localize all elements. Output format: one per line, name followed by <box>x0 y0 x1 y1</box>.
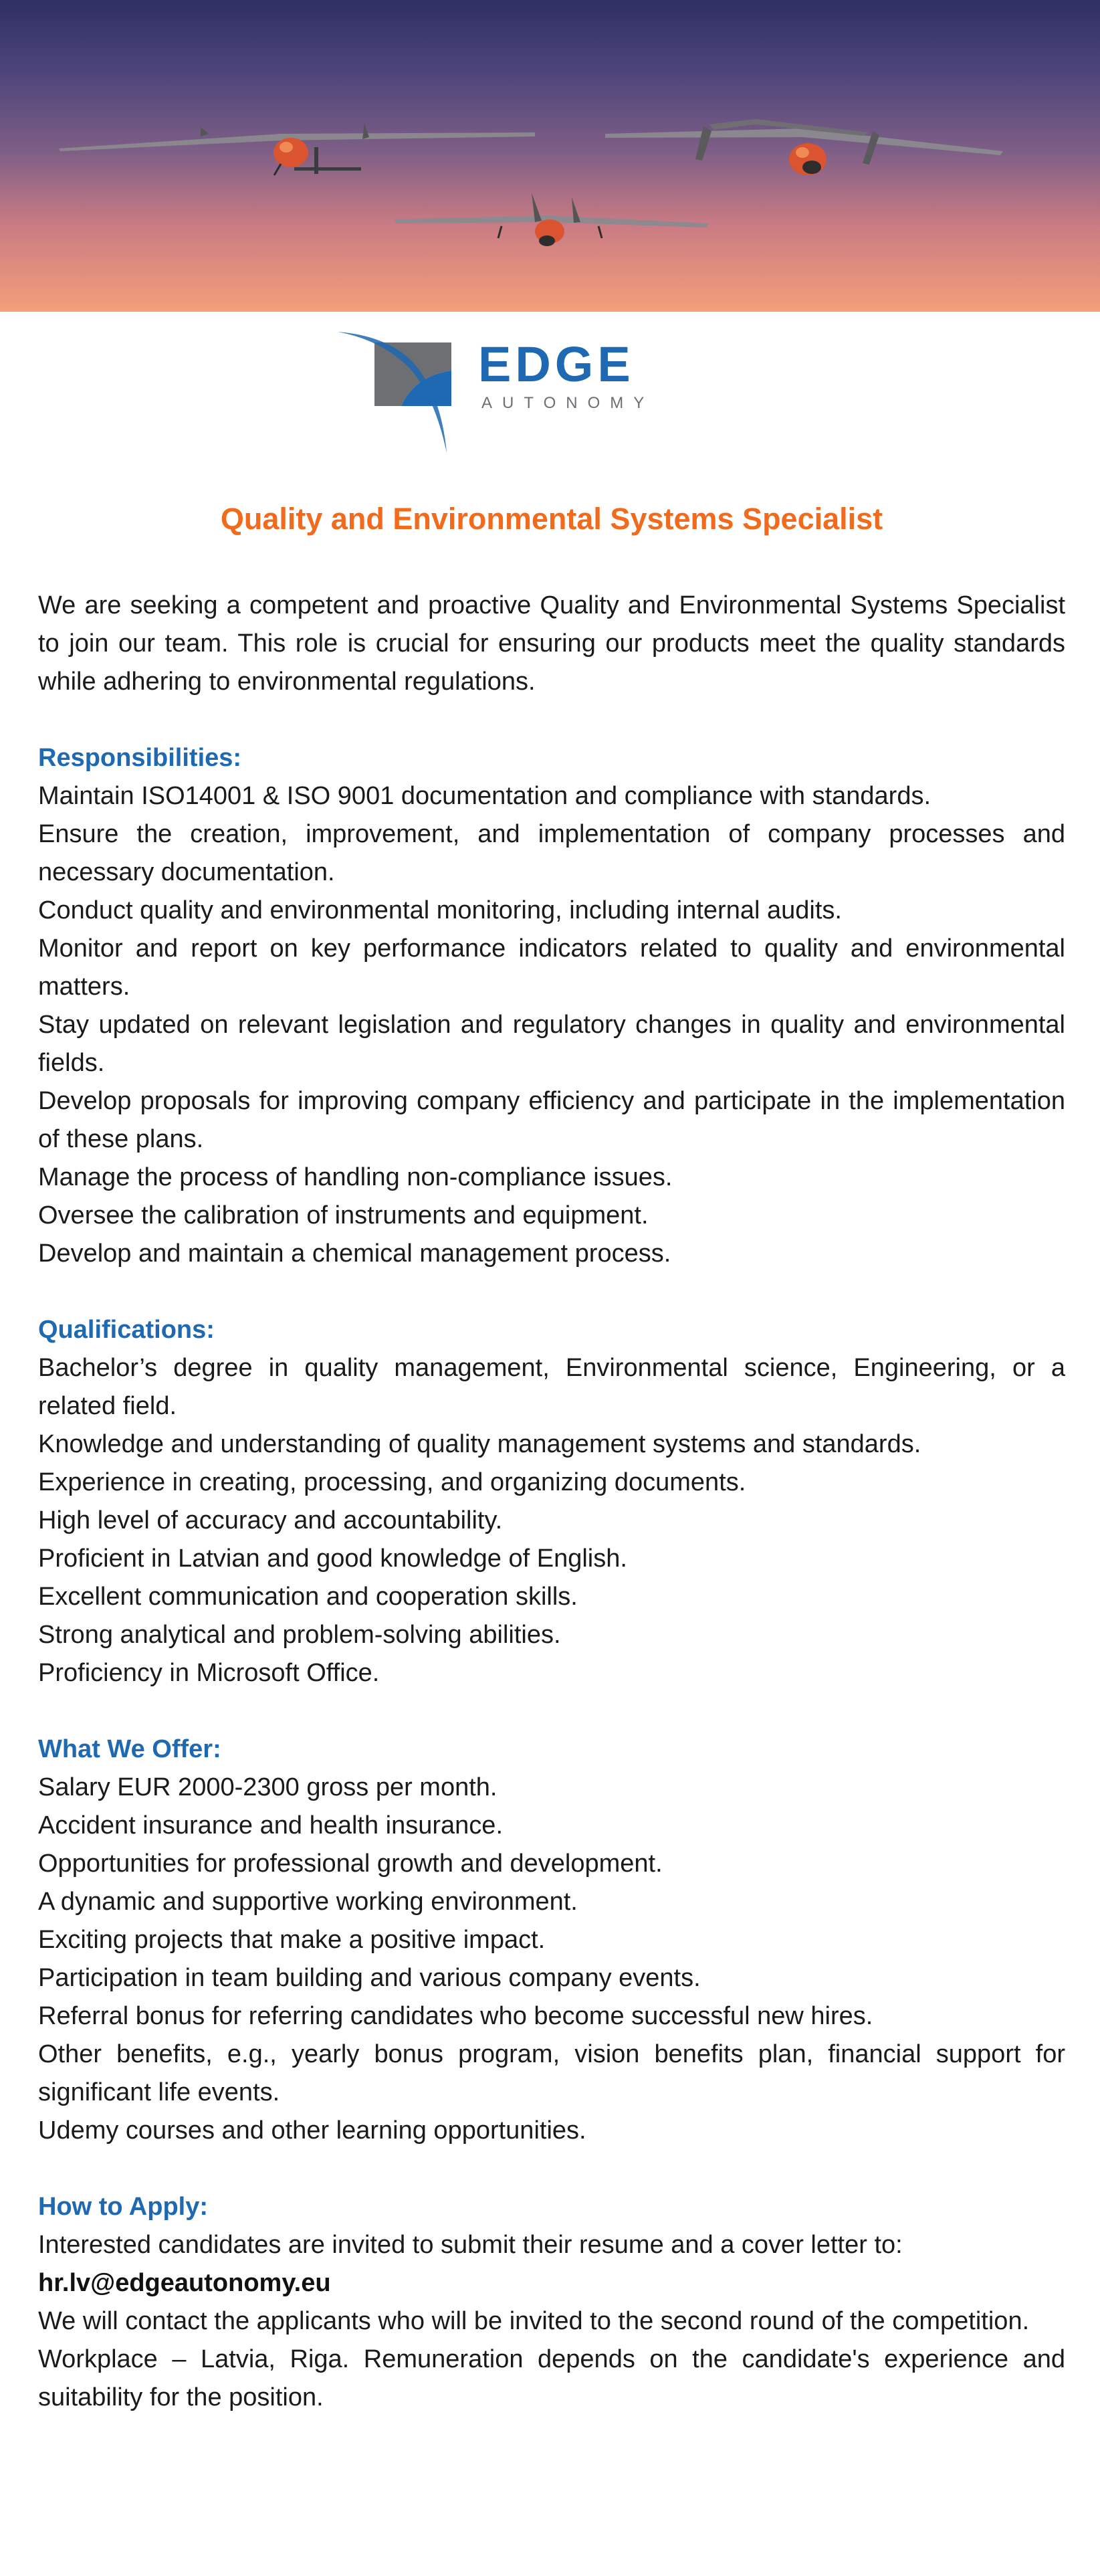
responsibility-item: Maintain ISO14001 & ISO 9001 documentation and compliance with standards. <box>38 782 931 810</box>
qualification-item: Proficient in Latvian and good knowledge of English. <box>38 1545 627 1573</box>
logo-wordmark-autonomy: AUTONOMY <box>481 394 655 412</box>
drones-illustration <box>0 0 1100 312</box>
apply-heading: How to Apply: <box>38 2193 208 2221</box>
responsibility-item: Ensure the creation, improvement, and implementation of company processes and necessary documentation. <box>38 820 1065 886</box>
drone-right <box>605 119 1003 175</box>
responsibility-item: Stay updated on relevant legislation and regulatory changes in quality and environmental fields. <box>38 1011 1065 1077</box>
job-title: Quality and Environmental Systems Specialist <box>220 502 883 536</box>
responsibility-item: Monitor and report on key performance indicators related to quality and environmental matters. <box>38 934 1065 1001</box>
responsibility-item: Develop and maintain a chemical management process. <box>38 1240 671 1268</box>
qualification-item: Excellent communication and cooperation skills. <box>38 1583 578 1611</box>
offer-item: Opportunities for professional growth and development. <box>38 1850 663 1878</box>
responsibility-item: Conduct quality and environmental monitoring, including internal audits. <box>38 896 842 924</box>
responsibility-item: Develop proposals for improving company efficiency and participate in the implementation of these plans. <box>38 1087 1065 1153</box>
contact-note: We will contact the applicants who will be invited to the second round of the competition. <box>38 2307 1030 2335</box>
qualification-item: Knowledge and understanding of quality management systems and standards. <box>38 1430 921 1458</box>
responsibility-item: Manage the process of handling non-compliance issues. <box>38 1163 673 1191</box>
qualification-item: Bachelor’s degree in quality management, Environmental science, Engineering, or a related field. <box>38 1354 1065 1420</box>
offer-item: Referral bonus for referring candidates who become successful new hires. <box>38 2002 873 2030</box>
responsibilities-section <box>38 739 1065 1273</box>
apply-instruction: Interested candidates are invited to submit their resume and a cover letter to: <box>38 2231 903 2259</box>
qualification-item: Strong analytical and problem-solving abilities. <box>38 1621 561 1649</box>
apply-section <box>38 2188 1065 2417</box>
responsibility-item: Oversee the calibration of instruments and equipment. <box>38 1201 649 1229</box>
drone-left <box>59 123 535 175</box>
logo-wordmark-edge: EDGE <box>478 336 635 392</box>
offer-item: Exciting projects that make a positive impact. <box>38 1926 546 1954</box>
offer-item: A dynamic and supportive working environment. <box>38 1888 578 1916</box>
contact-email-link[interactable]: hr.lv@edgeautonomy.eu <box>38 2269 331 2297</box>
offer-section <box>38 1730 1065 2150</box>
qualifications-section <box>38 1311 1065 1692</box>
qualification-item: Proficiency in Microsoft Office. <box>38 1659 380 1687</box>
offer-item: Other benefits, e.g., yearly bonus program, vision benefits plan, financial support for significant life events. <box>38 2040 1065 2106</box>
responsibilities-heading: Responsibilities: <box>38 744 242 772</box>
workplace-note: Workplace – Latvia, Riga. Remuneration depends on the candidate's experience and suitability for the position. <box>38 2345 1065 2411</box>
offer-heading: What We Offer: <box>38 1735 221 1763</box>
drone-center <box>395 193 709 246</box>
offer-item: Salary EUR 2000-2300 gross per month. <box>38 1773 498 1801</box>
offer-item: Accident insurance and health insurance. <box>38 1811 504 1840</box>
logo-mark <box>334 322 749 456</box>
job-posting-content <box>38 492 1065 2417</box>
qualification-item: Experience in creating, processing, and organizing documents. <box>38 1468 746 1496</box>
offer-item: Udemy courses and other learning opportunities. <box>38 2116 586 2145</box>
intro-paragraph: We are seeking a competent and proactive Quality and Environmental Systems Specialist to join our team. This role is crucial for ensuring our products meet the quality standards while adhering to environmental regulations. <box>38 591 1065 696</box>
offer-item: Participation in team building and various company events. <box>38 1964 701 1992</box>
qualification-item: High level of accuracy and accountability. <box>38 1506 503 1534</box>
qualifications-heading: Qualifications: <box>38 1316 215 1344</box>
hero-banner-image <box>0 0 1100 312</box>
edge-autonomy-logo <box>334 322 749 456</box>
